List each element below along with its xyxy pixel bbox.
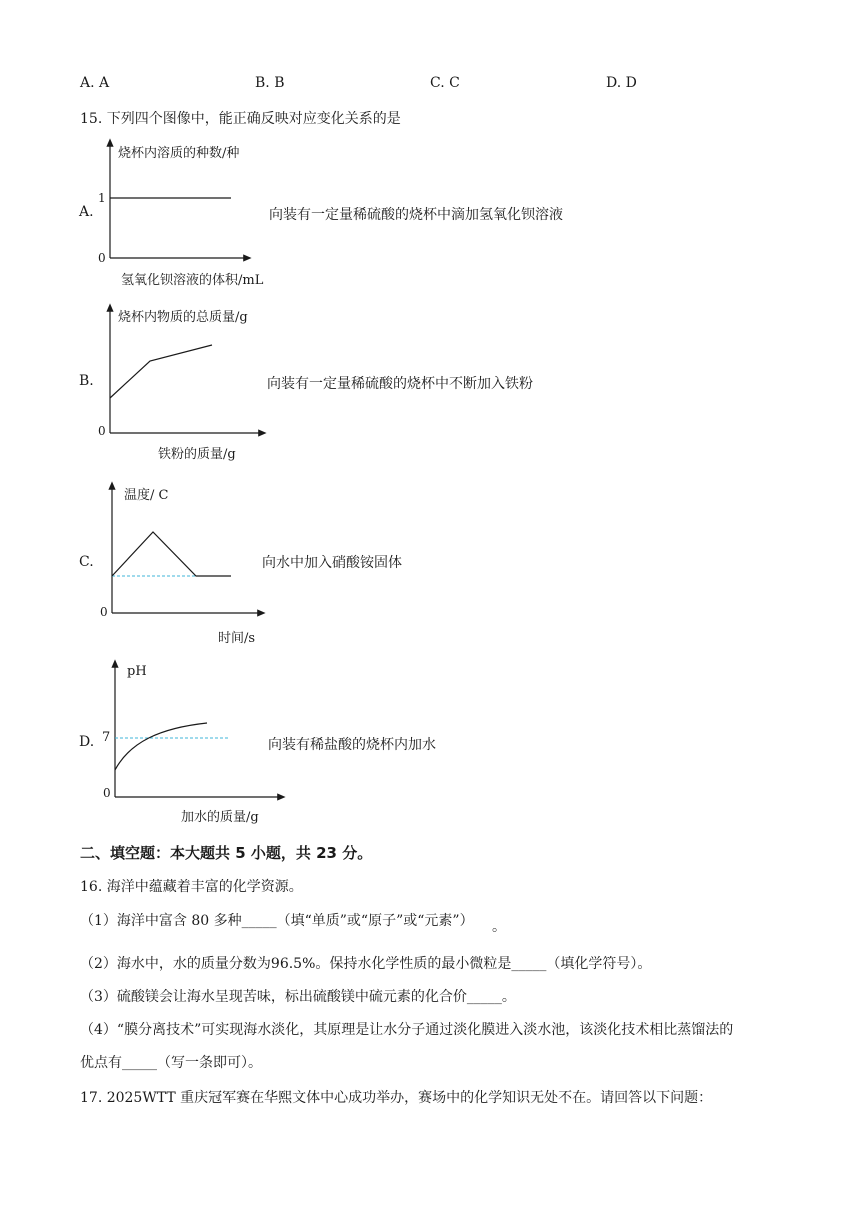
option-b-description: 向装有一定量稀硫酸的烧杯中不断加入铁粉	[267, 376, 533, 392]
question-16-part-1-end: 。	[492, 919, 506, 935]
question-15-stem: 15. 下列四个图像中，能正确反映对应变化关系的是	[80, 111, 401, 127]
graph-d-ytick: 7	[102, 730, 111, 745]
graph-d	[115, 663, 282, 797]
graph-d-ylabel: pH	[127, 664, 147, 679]
graph-d-curve	[115, 723, 207, 770]
graph-c-curve	[112, 532, 231, 576]
question-17-stem: 17. 2025WTT 重庆冠军赛在华熙文体中心成功举办，赛场中的化学知识无处不在。请回答以下问题：	[80, 1090, 713, 1106]
option-b-letter: B.	[79, 373, 94, 389]
graph-d-origin: 0	[103, 786, 111, 800]
question-16-part-4-line-1: （4）“膜分离技术”可实现海水淡化，其原理是让水分子通过淡化膜进入淡水池，该淡化技术相比蒸馏法的	[80, 1022, 734, 1038]
question-16-part-2: （2）海水中，水的质量分数为96.5%。保持水化学性质的最小微粒是_____（填化学符号）。	[80, 956, 652, 972]
question-16-part-4-line-2: 优点有_____（写一条即可）。	[80, 1055, 262, 1071]
graph-b-curve	[110, 345, 212, 398]
graph-d-xlabel: 加水的质量/g	[181, 810, 259, 825]
option-c-letter: C.	[79, 554, 94, 570]
option-a-letter: A.	[79, 204, 94, 220]
graph-a-ylabel: 烧杯内溶质的种数/种	[118, 146, 240, 161]
graph-a-xlabel: 氢氧化钡溶液的体积/mL	[121, 273, 264, 288]
option-d-letter: D.	[79, 734, 95, 750]
option-a-description: 向装有一定量稀硫酸的烧杯中滴加氢氧化钡溶液	[269, 207, 563, 223]
graph-b-xlabel: 铁粉的质量/g	[158, 447, 236, 462]
graph-b-origin: 0	[98, 424, 106, 438]
graph-c	[112, 485, 262, 613]
option-a: A. A	[80, 75, 110, 91]
graph-b	[110, 307, 263, 433]
question-16-part-3: （3）硫酸镁会让海水呈现苦味，标出硫酸镁中硫元素的化合价_____。	[80, 989, 516, 1005]
question-16-part-1: （1）海洋中富含 80 多种_____（填“单质”或“原子”或“元素”）	[80, 913, 474, 929]
option-d-description: 向装有稀盐酸的烧杯内加水	[268, 737, 436, 753]
graph-c-ylabel: 温度/ C	[124, 488, 169, 503]
graph-a-ytick: 1	[98, 191, 106, 205]
option-c: C. C	[430, 75, 460, 91]
option-b: B. B	[255, 75, 285, 91]
option-c-description: 向水中加入硝酸铵固体	[262, 555, 402, 571]
graph-b-ylabel: 烧杯内物质的总质量/g	[118, 310, 248, 325]
section-heading: 二、填空题：本大题共 5 小题，共 23 分。	[80, 844, 373, 862]
graph-c-origin: 0	[100, 605, 108, 619]
graph-a-origin: 0	[98, 251, 106, 265]
option-d: D. D	[606, 75, 637, 91]
graph-c-xlabel: 时间/s	[218, 631, 256, 646]
question-16-stem: 16. 海洋中蕴藏着丰富的化学资源。	[80, 879, 303, 895]
